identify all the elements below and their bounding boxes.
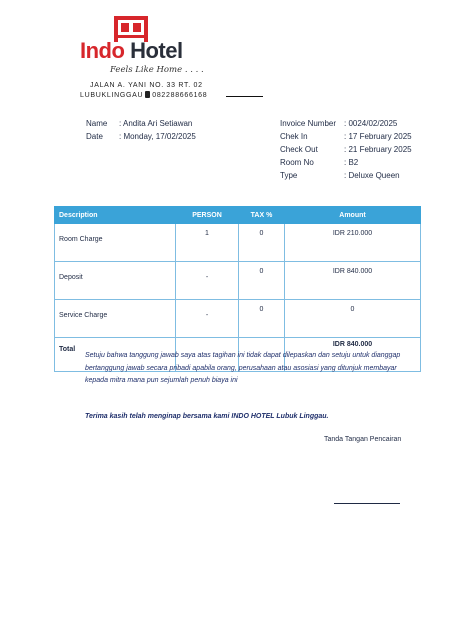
header-person: PERSON	[176, 207, 239, 224]
room-no-label: Room No	[280, 158, 314, 167]
row-description: Deposit	[55, 262, 176, 300]
signature-line	[334, 503, 400, 504]
row-amount: IDR 840.000	[285, 262, 421, 300]
row-person: -	[176, 300, 239, 338]
room-type-value: : Deluxe Queen	[344, 171, 400, 180]
date-label: Date	[86, 132, 103, 141]
table-row	[55, 224, 421, 262]
name-value: : Andita Ari Setiawan	[119, 119, 193, 128]
hotel-tagline: Feels Like Home . . . .	[110, 65, 204, 75]
name-label: Name	[86, 119, 108, 128]
signature-label: Tanda Tangan Pencairan	[324, 436, 402, 443]
hotel-address: JALAN A. YANI NO. 33 RT. 02	[90, 82, 203, 89]
hotel-brand-name	[80, 38, 183, 64]
check-out-value: : 21 February 2025	[344, 145, 412, 154]
row-tax: 0	[239, 300, 285, 338]
row-person: -	[176, 262, 239, 300]
check-in-value: : 17 February 2025	[344, 132, 412, 141]
row-person: 1	[176, 224, 239, 262]
room-no-value: : B2	[344, 158, 359, 167]
brand-word-hotel: Hotel	[130, 38, 183, 63]
total-amount: IDR 840.000	[285, 338, 421, 372]
invoice-number-value: : 0024/02/2025	[344, 119, 398, 128]
divider	[226, 96, 263, 97]
invoice-number-label: Invoice Number	[280, 119, 337, 128]
header-amount: Amount	[285, 207, 421, 224]
room-type-label: Type	[280, 171, 298, 180]
row-tax: 0	[239, 224, 285, 262]
liability-note: Setuju bahwa tanggung jawab saya atas tagihan ini tidak dapat dilepaskan dan setuju untuk dianggap bertanggung jawab secara pribadi apabila orang, perusahaan atau asosiasi yang ditunjuk membayar kepada mitra mana pun sejumlah penuh biaya ini	[85, 352, 401, 384]
row-description: Service Charge	[55, 300, 176, 338]
date-value: : Monday, 17/02/2025	[119, 132, 196, 141]
brand-word-indo: Indo	[80, 38, 125, 63]
hotel-city: LUBUKLINGGAU	[80, 92, 144, 99]
table-row	[55, 300, 421, 338]
hotel-contact	[80, 91, 207, 99]
hotel-phone: 082288666168	[152, 92, 208, 99]
row-amount: IDR 210.000	[285, 224, 421, 262]
table-row	[55, 262, 421, 300]
table-header-row	[55, 207, 421, 224]
row-tax: 0	[239, 262, 285, 300]
invoice-table	[54, 206, 421, 372]
row-amount: 0	[285, 300, 421, 338]
header-description: Description	[55, 207, 176, 224]
check-in-label: Chek In	[280, 132, 308, 141]
phone-icon	[145, 91, 150, 98]
header-tax: TAX %	[239, 207, 285, 224]
check-out-label: Check Out	[280, 145, 318, 154]
total-label: Total	[55, 338, 176, 372]
row-description: Room Charge	[55, 224, 176, 262]
thank-you-message: Terima kasih telah menginap bersama kami INDO HOTEL Lubuk Linggau.	[85, 413, 329, 420]
